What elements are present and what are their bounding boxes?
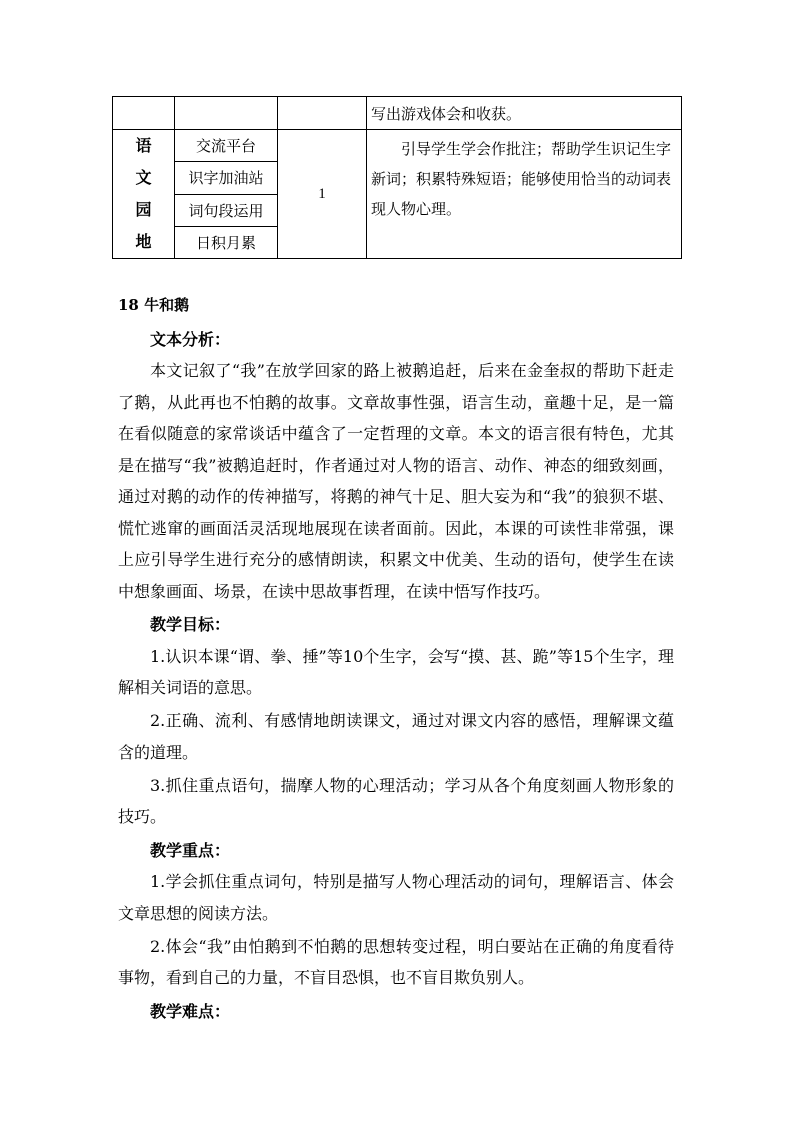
table-cell-empty [278,97,367,130]
goal-item: 3.抓住重点语句，揣摩人物的心理活动；学习从各个角度刻画人物形象的技巧。 [118,775,674,826]
category-char: 文 [135,168,152,187]
key-points-heading: 教学重点： [150,840,231,860]
category-char: 地 [135,232,152,251]
carry-over-text: 写出游戏体会和收获。 [367,97,682,130]
key-point-item: 1.学会抓住重点词句，特别是描写人物心理活动的词句，理解语言、体会文章思想的阅读方法。 [118,872,674,923]
section-name: 日积月累 [175,226,278,258]
goals-heading: 教学目标： [150,615,231,634]
section-name: 交流平台 [175,130,278,162]
difficulties-heading: 教学难点： [150,1001,231,1021]
analysis-heading: 文本分析： [150,329,231,349]
class-hours: 1 [278,130,367,259]
lesson-plan-table [112,96,682,259]
lesson-content [118,290,674,1027]
table-cell-empty [113,97,175,130]
table-row [113,97,682,130]
goal-item: 2.正确、流利、有感情地朗读课文，通过对课文内容的感悟，理解课文蕴含的道理。 [118,711,674,762]
category-char: 园 [135,200,152,219]
section-name: 识字加油站 [175,162,278,194]
lesson-title: 18 牛和鹅 [118,296,190,314]
section-name: 词句段运用 [175,194,278,226]
section-goal: 引导学生学会作批注；帮助学生识记生字新词；积累特殊短语；能够使用恰当的动词表现人物心理。 [367,130,682,259]
analysis-paragraph: 本文记叙了“我”在放学回家的路上被鹅追赶，后来在金奎叔的帮助下赶走了鹅，从此再也不怕鹅的故事。文章故事性强，语言生动，童趣十足，是一篇在看似随意的家常谈话中蕴含了一定哲理的文章。本文的语言很有特色，尤其是在描写“我”被鹅追赶时，作者通过对人物的语言、动作、神态的细致刻画，通过对鹅的动作的传神描写，将鹅的神气十足、胆大妄为和“我”的狼狈不堪、慌忙逃窜的画面活灵活现地展现在读者面前。因此，本课的可读性非常强，课上应引导学生进行充分的感情朗读，积累文中优美、生动的语句，使学生在读中想象画面、场景，在读中思故事哲理，在读中悟写作技巧。 [118,361,674,601]
table-row [113,130,682,162]
key-point-item: 2.体会“我”由怕鹅到不怕鹅的思想转变过程，明白要站在正确的角度看待事物，看到自己的力量，不盲目恐惧，也不盲目欺负别人。 [118,936,674,987]
table-cell-empty [175,97,278,130]
category-char: 语 [135,136,152,155]
category-cell [113,130,175,259]
goal-item: 1.认识本课“谓、拳、捶”等10个生字，会写“摸、甚、跪”等15个生字，理解相关词语的意思。 [118,646,674,697]
